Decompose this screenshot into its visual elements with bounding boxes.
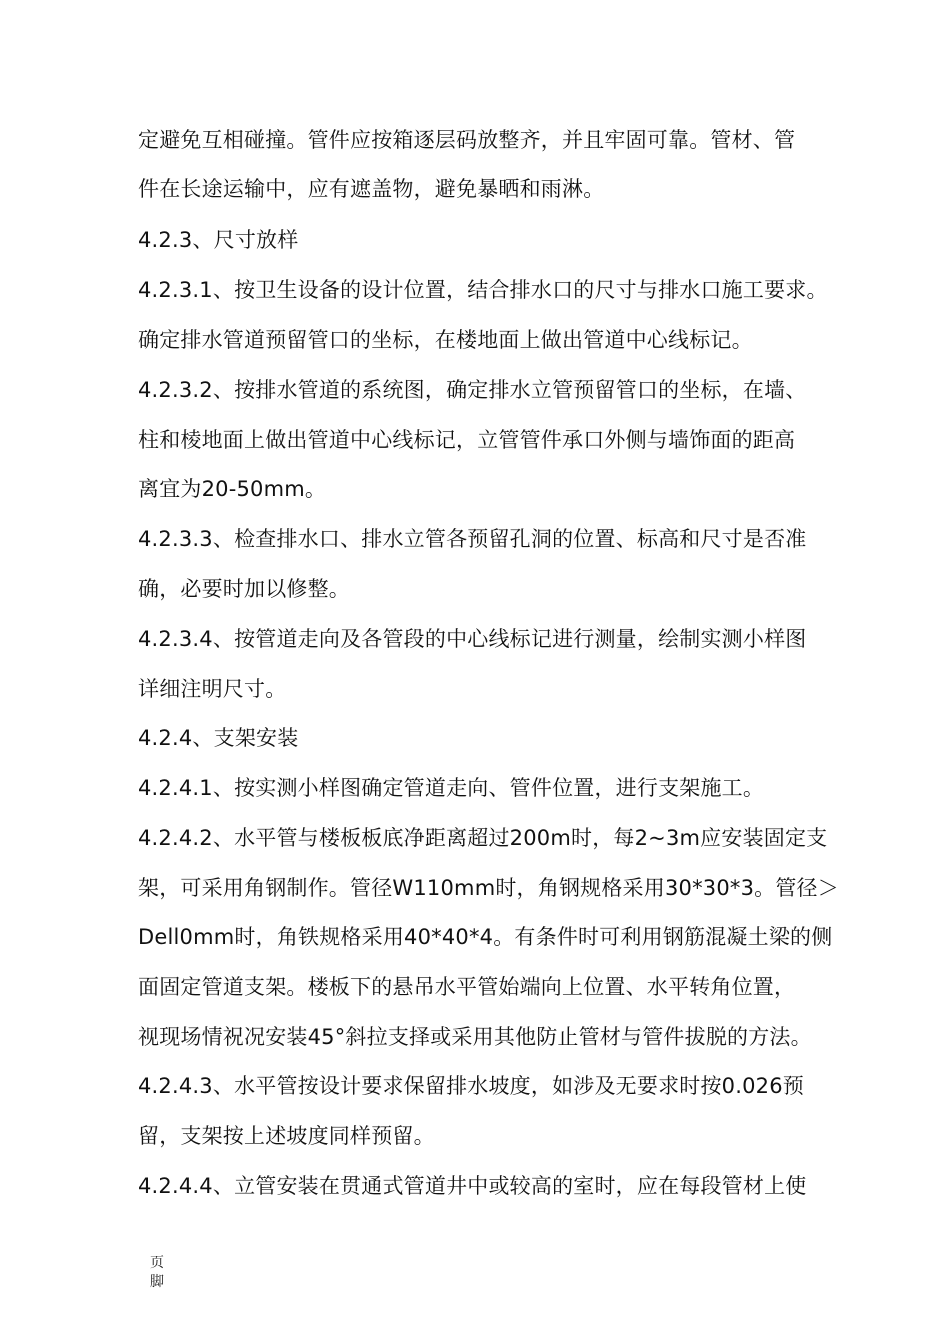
section-heading-4-2-3: 4.2.3、尺寸放样: [138, 228, 299, 252]
text-line-12: 详细注明尺寸。: [138, 677, 287, 701]
text-line-6: 4.2.3.2、按排水管道的系统图，确定排水立管预留管口的坐标，在墙、: [138, 378, 807, 402]
footer-char-2: 脚: [150, 1274, 164, 1290]
text-line-20: 4.2.4.3、水平管按设计要求保留排水坡度，如涉及无要求时按0.026预: [138, 1074, 804, 1098]
text-line-5: 确定排水管道预留管口的坐标，在楼地面上做出管道中心线标记。: [138, 328, 753, 352]
text-line-14: 4.2.4.1、按实测小样图确定管道走向、管件位置，进行支架施工。: [138, 776, 765, 800]
text-line-2: 件在长途运输中，应有遮盖物，避免暴晒和雨淋。: [138, 177, 605, 201]
text-line-7: 柱和棱地面上做出管道中心线标记，立管管件承口外侧与墙饰面的距高: [138, 428, 796, 452]
text-line-8: 离宜为20-50mm。: [138, 477, 327, 501]
text-line-16: 架，可采用角钢制作。管径W110mm时，角钢规格采用30*30*3。管径＞: [138, 876, 839, 900]
text-line-18: 面固定管道支架。楼板下的悬吊水平管始端向上位置、水平转角位置，: [138, 975, 796, 999]
text-line-19: 视现场情祝况安装45°斜拉支择或采用其他防止管材与管件拔脱的方法。: [138, 1025, 812, 1049]
text-line-22: 4.2.4.4、立管安装在贯通式管道井中或较高的室时，应在每段管材上使: [138, 1174, 807, 1198]
text-line-15: 4.2.4.2、水平管与楼板板底净距离超过200m时，每2~3m应安装固定支: [138, 826, 828, 850]
section-heading-4-2-4: 4.2.4、支架安装: [138, 726, 299, 750]
footer-char-1: 页: [150, 1255, 164, 1271]
text-line-1: 定避免互相碰撞。管件应按箱逐层码放整齐，并且牢固可靠。管材、管: [138, 128, 796, 152]
text-line-9: 4.2.3.3、检查排水口、排水立管各预留孔洞的位置、标高和尺寸是否准: [138, 527, 807, 551]
text-line-21: 留，支架按上述坡度同样预留。: [138, 1124, 435, 1148]
text-line-17: Dell0mm时，角铁规格采用40*40*4。有条件时可利用钢筋混凝土梁的侧: [138, 925, 833, 949]
text-line-11: 4.2.3.4、按管道走向及各管段的中心线标记进行测量，绘制实测小样图: [138, 627, 807, 651]
text-line-4: 4.2.3.1、按卫生设备的设计位置，结合排水口的尺寸与排水口施工要求。: [138, 278, 828, 302]
text-line-10: 确，必要时加以修整。: [138, 577, 350, 601]
